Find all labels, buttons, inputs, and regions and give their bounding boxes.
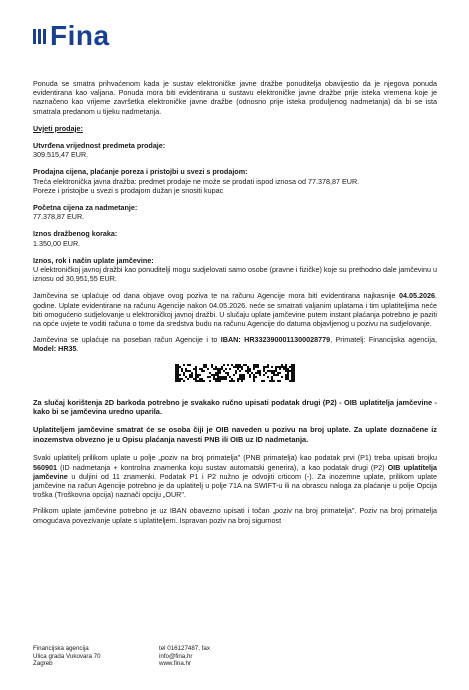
reference-text-c: u duljini od 11 znamenki. Podatak P1 i P2 nužno je odvojiti crticom (-). Za inozemne uplate, prilikom uplate jamčevine na račun Agencije potrebno je da uplatitelj u polje 71A na SWIFT-u ili na obrascu naloga za plaćanje u polje Opcija troška (Troškovna opcija) naznači opciju „OUR".: [33, 471, 437, 500]
value-section: [33, 141, 437, 159]
deposit-text: U elektroničkoj javnoj dražbi kao ponuditelji mogu sudjelovati samo osobe (pravne i fizičke) koje su prethodno dale jamčevinu u iznosu od 30.951,55 EUR.: [33, 265, 437, 284]
logo-text: Fina: [50, 20, 110, 51]
model-value: Model: HR35: [33, 344, 77, 354]
logo-bars-icon: [33, 29, 46, 44]
increment-section: [33, 229, 437, 247]
footer-tel: tel 016127487, fax: [159, 645, 210, 652]
price-section: [33, 167, 437, 195]
document-body: [33, 79, 437, 532]
payment-paragraph-2: [33, 335, 437, 353]
footer-org: Financijska agencija: [33, 645, 89, 652]
reference-text-b: (ID nadmetanja + kontrolna znamenka koju sustav automatski generira), a kao podatak drugi (P2): [56, 462, 388, 472]
reference-paragraph: [33, 453, 437, 499]
price-label: Prodajna cijena, plaćanje poreza i pristojbi u svezi s prodajom:: [33, 167, 248, 177]
iban-intro: Jamčevina se uplaćuje na poseban račun Agencije i to: [33, 335, 221, 345]
reference-oib: OIB uplatitelja jamčevine: [33, 462, 437, 481]
recipient-text: , Primatelj: Financijska agencija,: [330, 335, 437, 345]
price-line2: Poreze i pristojbe u svezi s prodajom dužan je snositi kupac: [33, 185, 224, 195]
payment-text-a: Jamčevina se uplaćuje od dana objave ovog poziva te na računu Agencije mora biti evidentirana najkasnije: [33, 291, 400, 301]
barcode-note: Za slučaj korištenja 2D barkoda potrebno je svakako ručno upisati podatak drugi (P2) - OIB uplatitelja jamčevine - kako bi se jamčevina uredno uparila.: [33, 397, 437, 417]
intro-paragraph: Ponuda se smatra prihvaćenom kada je sustav elektroničke javne dražbe ponuditelja obavijestio da je njegova ponuda evidentirana kao valjana. Ponuda mora biti evidentirana u sustavu elektroničke javne dražbe prije isteka vremena koje je naznačeno kao vrijeme završetka elektroničke javne dražbe (odnosno prije isteka produljenog nadmetanja) da bi se ista smatrala predanom u tijeku nadmetanja.: [33, 79, 437, 116]
deposit-section: [33, 256, 437, 284]
conditions-title: Uvjeti prodaje:: [33, 123, 83, 133]
start-price-section: [33, 203, 437, 221]
payment-text-b: . godine. Uplate evidentirane na računu Agencije nakon 04.05.2026. neće se smatrati valjanim uplatama i tim uplatiteljima neće biti omogućeno sudjelovanje u elektroničkoj javnoj dražbi. U slučaju uplate jamčevine putem instant plaćanja potrebno je paziti na opće uvjete te voditi računa o tome da sredstva budu na računu Agencije do datuma objavljenog u pozivu na sudjelovanje.: [33, 291, 437, 329]
start-price-label: Početna cijena za nadmetanje:: [33, 203, 138, 213]
barcode-2d: [175, 364, 295, 382]
footer-address: [33, 645, 101, 668]
payment-deadline: 04.05.2026: [399, 291, 435, 301]
reference-text-a: Svaki uplatitelj prilikom uplate u polje „poziv na broj primatelja" (PNB primatelja) kao podatak prvi (P1) treba upisati brojku: [33, 453, 437, 463]
start-price-amount: 77.378,87 EUR.: [33, 212, 85, 222]
footer-street: Ulica grada Vukovara 70: [33, 652, 101, 660]
payer-note: Uplatiteljem jamčevine smatrat će se osoba čiji je OIB naveden u pozivu na broj uplate. Za uplate doznačene iz inozemstva obvezno je u Opisu plaćanja navesti PNB ili OIB uz ID nadmetanja.: [33, 425, 437, 444]
value-label: Utvrđena vrijednost predmeta prodaje:: [33, 141, 166, 151]
increment-label: Iznos dražbenog koraka:: [33, 229, 118, 239]
last-paragraph: Prilikom uplate jamčevine potrebno je uz IBAN obavezno upisati i točan „poziv na broj primatelja". Poziv na broj primatelja omogućava povezivanje uplate s uplatiteljem. Ispravan poziv na broj sigurnost: [33, 506, 437, 525]
footer-contact: [159, 645, 210, 668]
payment-paragraph-1: [33, 291, 437, 328]
price-line1: Treća elektronička javna dražba: predmet prodaje ne može se prodati ispod iznosa od 77.378,87 EUR.: [33, 176, 360, 186]
iban-value: IBAN: HR3323900011300028779: [220, 335, 331, 345]
footer-web[interactable]: www.fina.hr: [159, 660, 191, 668]
reference-code: 560901: [33, 462, 57, 472]
footer-email[interactable]: info@fina.hr: [159, 652, 193, 660]
payment-p2-end: .: [76, 344, 79, 354]
increment-amount: 1.350,00 EUR.: [33, 238, 81, 248]
value-amount: 309.515,47 EUR.: [33, 150, 89, 160]
fina-logo: [33, 22, 110, 50]
footer-city: Zagreb: [33, 660, 53, 668]
deposit-label: Iznos, rok i način uplate jamčevine:: [33, 255, 154, 265]
